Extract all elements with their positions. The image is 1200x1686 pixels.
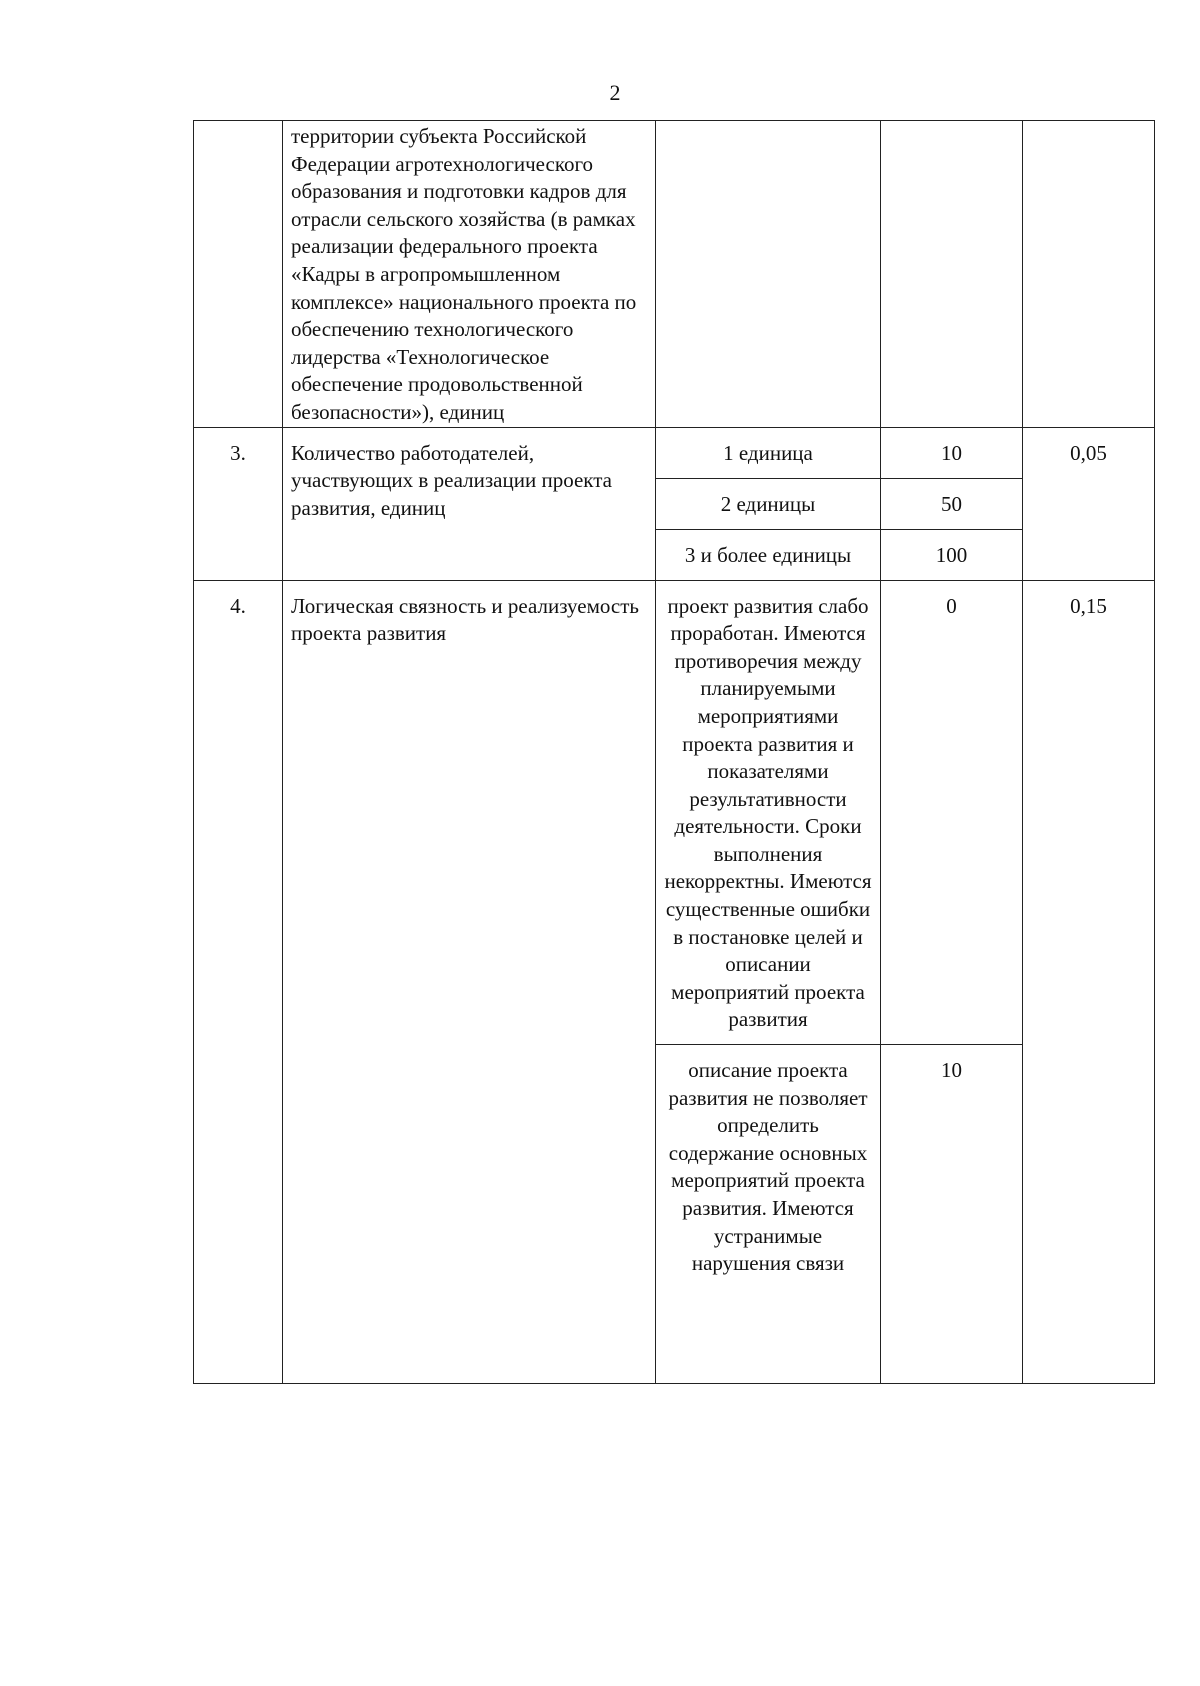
row-number-cell: 4.	[194, 580, 283, 1384]
table-row-continued	[194, 121, 1155, 428]
score-cell: 0	[881, 580, 1023, 1045]
criterion-name-cell: Количество работодателей, участвующих в реализации проекта развития, единиц	[283, 427, 656, 580]
table-row-3-option-1	[194, 427, 1155, 478]
condition-cell: 1 единица	[656, 427, 881, 478]
table-row-4-option-1	[194, 580, 1155, 1045]
score-cell: 50	[881, 478, 1023, 529]
weight-cell: 0,15	[1023, 580, 1155, 1384]
score-cell	[881, 121, 1023, 428]
criteria-table	[193, 120, 1155, 1384]
condition-cell: 3 и более единицы	[656, 529, 881, 580]
condition-cell: 2 единицы	[656, 478, 881, 529]
page-number: 2	[609, 80, 621, 105]
weight-cell: 0,05	[1023, 427, 1155, 580]
condition-cell: описание проекта развития не позволяет определить содержание основных мероприятий проекта развития. Имеются устранимые нарушения связи	[656, 1045, 881, 1384]
condition-cell	[656, 121, 881, 428]
criterion-name-cell: Логическая связность и реализуемость проекта развития	[283, 580, 656, 1384]
score-cell: 100	[881, 529, 1023, 580]
score-cell: 10	[881, 427, 1023, 478]
row-number-cell: 3.	[194, 427, 283, 580]
weight-cell	[1023, 121, 1155, 428]
score-cell: 10	[881, 1045, 1023, 1384]
criterion-name-cell: территории субъекта Российской Федерации агротехнологического образования и подготовки кадров для отрасли сельского хозяйства (в рамках реализации федерального проекта «Кадры в агропромышленном комплексе» национального проекта по обеспечению технологического лидерства «Технологическое обеспечение продовольственной безопасности»), единиц	[283, 121, 656, 428]
condition-cell: проект развития слабо проработан. Имеются противоречия между планируемыми мероприятиями проекта развития и показателями результативности деятельности. Сроки выполнения некорректны. Имеются существенные ошибки в постановке целей и описании мероприятий проекта развития	[656, 580, 881, 1045]
row-number-cell	[194, 121, 283, 428]
